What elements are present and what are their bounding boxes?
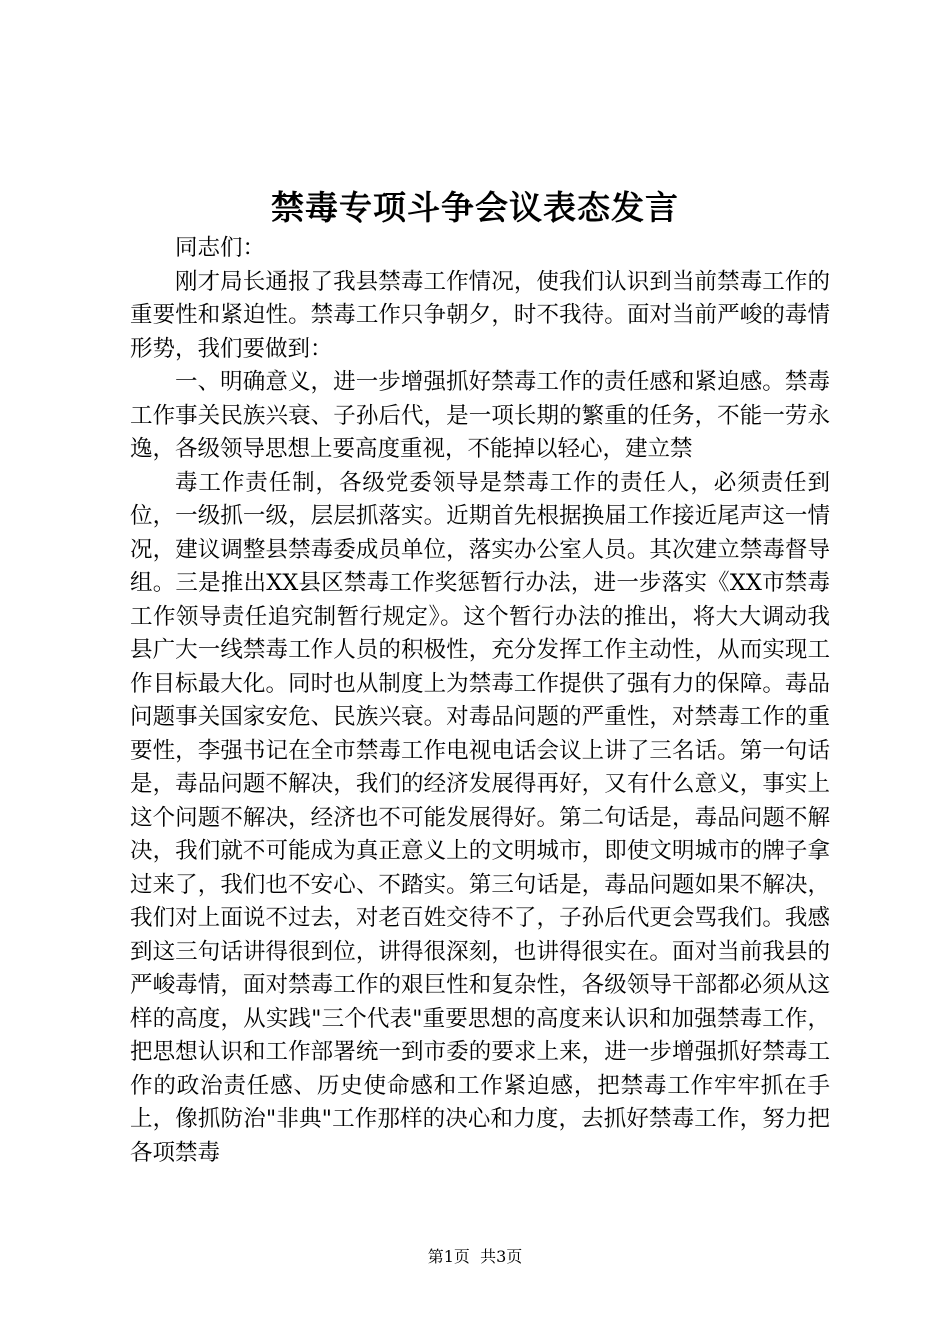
document-body (130, 232, 830, 1170)
section-one-paragraph: 一、明确意义，进一步增强抓好禁毒工作的责任感和紧迫感。禁毒工作事关民族兴衰、子孙后代，是一项长期的繁重的任务，不能一劳永逸，各级领导思想上要高度重视，不能掉以轻心，建立禁 (130, 369, 830, 462)
salutation-paragraph: 同志们： (175, 235, 266, 261)
document-title: 禁毒专项斗争会议表态发言 (271, 188, 679, 227)
intro-paragraph: 刚才局长通报了我县禁毒工作情况，使我们认识到当前禁毒工作的重要性和紧迫性。禁毒工作只争朝夕，时不我待。面对当前严峻的毒情形势，我们要做到： (130, 268, 830, 362)
responsibility-paragraph: 毒工作责任制，各级党委领导是禁毒工作的责任人，必须责任到位，一级抓一级，层层抓落实。近期首先根据换届工作接近尾声这一情况，建议调整县禁毒委成员单位，落实办公室人员。其次建立禁毒督导组。三是推出XX县区禁毒工作奖惩暂行办法，进一步落实《XX市禁毒工作领导责任追究制暂行规定》。这个暂行办法的推出，将大大调动我县广大一线禁毒工作人员的积极性，充分发挥工作主动性，从而实现工作目标最大化。同时也从制度上为禁毒工作提供了强有力的保障。毒品问题事关国家安危、民族兴衰。对毒品问题的严重性，对禁毒工作的重要性，李强书记在全市禁毒工作电视电话会议上讲了三名话。第一句话是，毒品问题不解决，我们的经济发展得再好，又有什么意义，事实上这个问题不解决，经济也不可能发展得好。第二句话是，毒品问题不解决，我们就不可能成为真正意义上的文明城市，即使文明城市的牌子拿过来了，我们也不安心、不踏实。第三句话是，毒品问题如果不解决，我们对上面说不过去，对老百姓交待不了，子孙后代更会骂我们。我感到这三句话讲得很到位，讲得很深刻，也讲得很实在。面对当前我县的严峻毒情，面对禁毒工作的艰巨性和复杂性，各级领导干部都必须从这样的高度，从实践"三个代表"重要思想的高度来认识和加强禁毒工作，把思想认识和工作部署统一到市委的要求上来，进一步增强抓好禁毒工作的政治责任感、历史使命感和工作紧迫感，把禁毒工作牢牢抓在手上，像抓防治"非典"工作那样的决心和力度，去抓好禁毒工作，努力把各项禁毒 (130, 469, 830, 1166)
page-number: 第1页 共3页 (427, 1247, 523, 1266)
page-footer (0, 1246, 950, 1268)
